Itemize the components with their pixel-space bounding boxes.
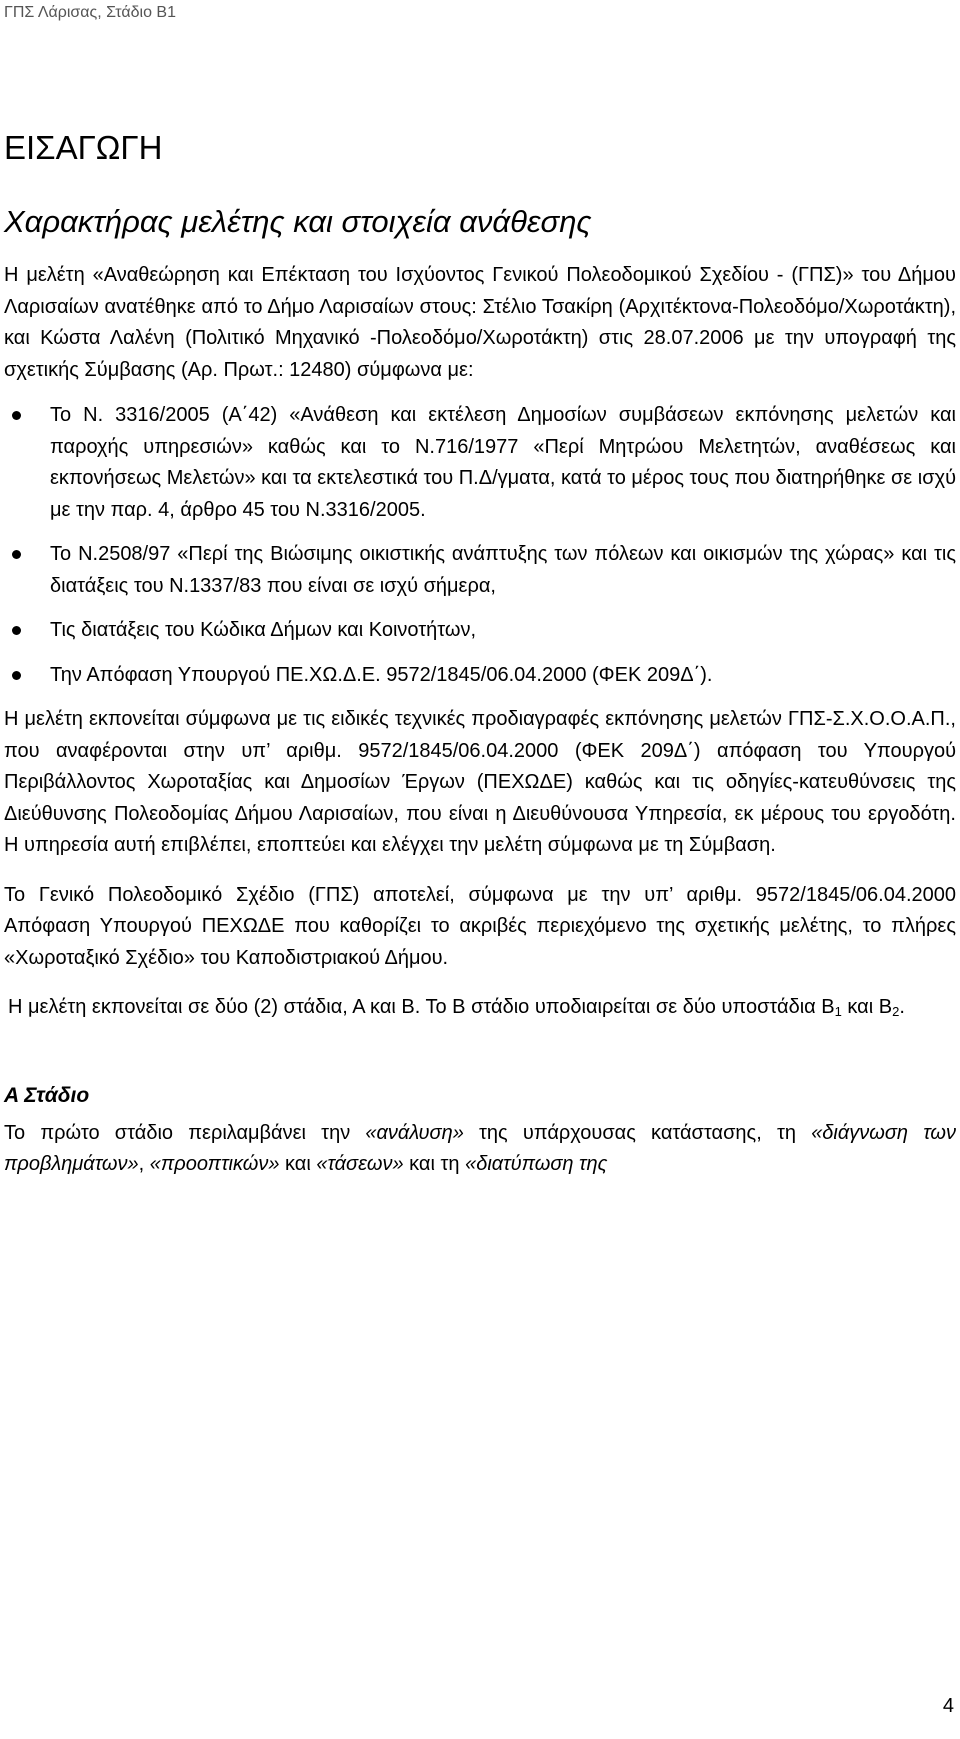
intro-paragraph: Η μελέτη «Αναθεώρηση και Επέκταση του Ισχύοντος Γενικού Πολεοδομικού Σχεδίου - (ΓΠΣ)» του Δήμου Λαρισαίων ανατέθηκε από το Δήμο Λαρισαίων στους: Στέλιο Τσακίρη (Αρχιτέκτονα-Πολεοδόμο/Χωροτάκτη), και Κώστα Λαλένη (Πολιτικό Μηχανικό -Πολεοδόμο/Χωροτάκτη) στις 28.07.2006 με την υπογραφή της σχετικής Σύμβασης (Αρ. Πρωτ.: 12480) σύμφωνα με:: [4, 264, 956, 381]
bullet-icon: [12, 411, 21, 420]
substage-index-2: 2: [892, 1004, 900, 1019]
general-plan-paragraph: Το Γενικό Πολεοδομικό Σχέδιο (ΓΠΣ) αποτελεί, σύμφωνα με την υπ’ αριθμ. 9572/1845/06.04.2000 Απόφαση Υπουργού ΠΕΧΩΔΕ που καθορίζει το ακριβές περιεχόμενο της σχετικής μελέτης, το πλήρες «Χωροταξικό Σχέδιο» του Καποδιστριακού Δήμου.: [4, 883, 956, 969]
stage-a-emphasis: «διατύπωση της: [465, 1153, 608, 1175]
bullet-icon: [12, 671, 21, 680]
list-item: [4, 400, 956, 526]
section-title: ΕΙΣΑΓΩΓΗ: [4, 129, 163, 166]
stage-a-text: Το πρώτο στάδιο περιλαμβάνει την: [4, 1121, 366, 1144]
document-body: [4, 128, 956, 1181]
stages-end: .: [899, 996, 905, 1018]
stage-a-text: και: [279, 1153, 317, 1175]
stage-a-text: και τη: [403, 1153, 466, 1175]
substage-index-1: 1: [834, 1004, 842, 1019]
legal-basis-list: [4, 400, 956, 691]
stage-a-emphasis: «τάσεων»: [316, 1153, 404, 1175]
stage-a-emphasis: «ανάλυση»: [365, 1121, 464, 1144]
stage-a-emphasis: «προοπτικών»: [149, 1153, 280, 1175]
stage-a-heading: Α Στάδιο: [4, 1083, 90, 1107]
stages-paragraph: [4, 992, 956, 1028]
list-item: [4, 660, 956, 692]
list-item-text: Την Απόφαση Υπουργού ΠΕ.ΧΩ.Δ.Ε. 9572/1845/06.04.2000 (ΦΕΚ 209Δ΄).: [50, 663, 713, 686]
stage-a-text: της υπάρχουσας κατάστασης, τη: [463, 1121, 812, 1144]
stages-and: και Β: [841, 996, 893, 1018]
list-item-text: Το Ν. 3316/2005 (Α΄42) «Ανάθεση και εκτέλεση Δημοσίων συμβάσεων εκπόνησης μελετών και παροχής υπηρεσιών» καθώς και το Ν.716/1977 «Περί Μητρώου Μελετητών, αναθέσεως και εκπονήσεως Μελετών» και τα εκτελεστικά του Π.Δ/γματα, κατά το μέρος τους που διατηρήθηκε σε ισχύ με την παρ. 4, άρθρο 45 του Ν.3316/2005.: [50, 404, 956, 521]
stage-a-emphasis: «διάγνωση των προβλημάτων»: [4, 1121, 956, 1175]
page-number: 4: [942, 1695, 954, 1717]
stages-text: Η μελέτη εκπονείται σε δύο (2) στάδια, Α και Β. Το Β στάδιο υποδιαιρείται σε δύο υποστάδια Β: [8, 996, 835, 1018]
bullet-icon: [12, 626, 21, 635]
running-header: ΓΠΣ Λάρισας, Στάδιο Β1: [4, 4, 176, 21]
stage-a-paragraph: [4, 1118, 956, 1181]
stage-a-text: ,: [138, 1153, 150, 1175]
list-item: [4, 539, 956, 602]
section-subtitle: Χαρακτήρας μελέτης και στοιχεία ανάθεσης: [4, 204, 592, 239]
specifications-paragraph: Η μελέτη εκπονείται σύμφωνα με τις ειδικές τεχνικές προδιαγραφές εκπόνησης μελετών ΓΠΣ-Σ.Χ.Ο.Ο.Α.Π., που αναφέρονται στην υπ’ αριθμ. 9572/1845/06.04.2000 (ΦΕΚ 209Δ΄) απόφαση του Υπουργού Περιβάλλοντος Χωροταξίας και Δημοσίων Έργων (ΠΕΧΩΔΕ) καθώς και τις οδηγίες-κατευθύνσεις της Διεύθυνσης Πολεοδομίας Δήμου Λαρισαίων, που είναι η Διευθύνουσα Υπηρεσία, εκ μέρους του εργοδότη. Η υπηρεσία αυτή επιβλέπει, εποπτεύει και ελέγχει την μελέτη σύμφωνα με τη Σύμβαση.: [4, 708, 956, 856]
list-item: [4, 615, 956, 647]
bullet-icon: [12, 550, 21, 559]
list-item-text: Το Ν.2508/97 «Περί της Βιώσιμης οικιστικής ανάπτυξης των πόλεων και οικισμών της χώρας» και τις διατάξεις του Ν.1337/83 που είναι σε ισχύ σήμερα,: [50, 543, 956, 597]
list-item-text: Τις διατάξεις του Κώδικα Δήμων και Κοινοτήτων,: [50, 619, 477, 641]
